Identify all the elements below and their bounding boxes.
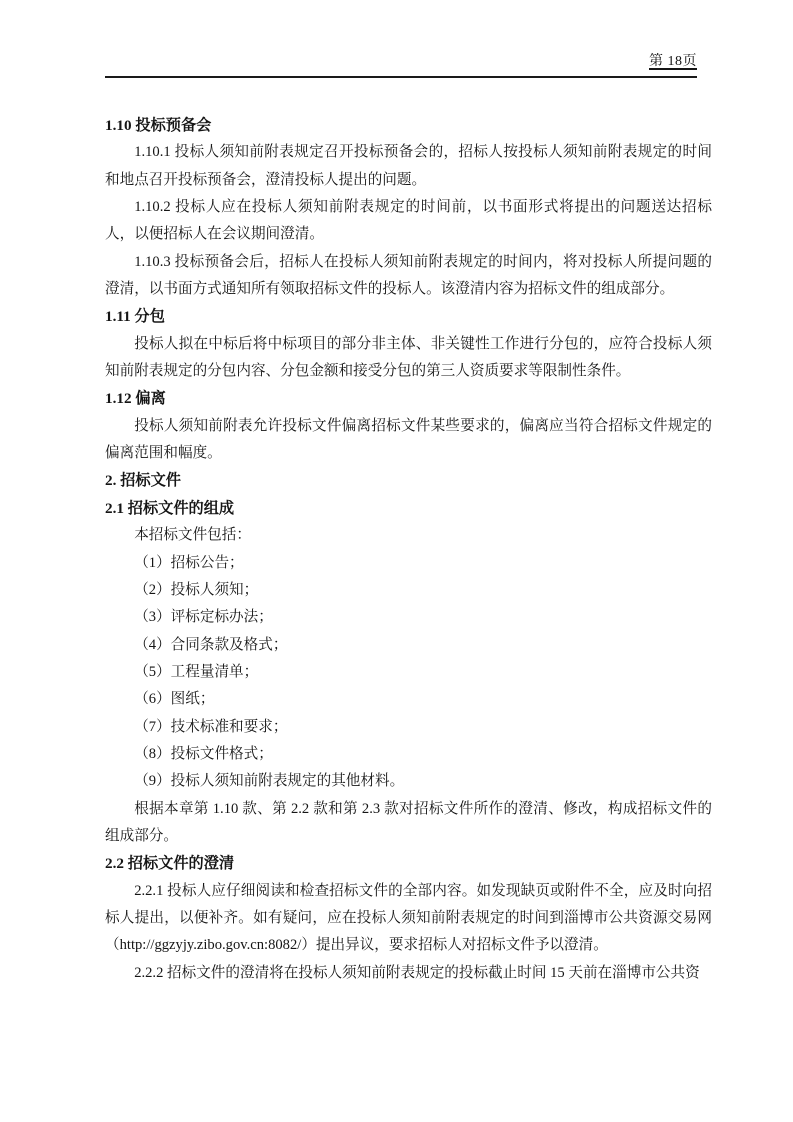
paragraph: （9）投标人须知前附表规定的其他材料。	[134, 773, 405, 790]
section-heading: 1.11 分包	[105, 308, 165, 326]
section-heading: 2. 招标文件	[105, 472, 181, 490]
paragraph: 2.2.1 投标人应仔细阅读和检查招标文件的全部内容。如发现缺页或附件不全，应及时向招标人提出，以便补齐。如有疑问，应在投标人须知前附表规定的时间到淄博市公共资源交易网（http://ggzyjy.zibo.gov.cn:8082/）提出异议，要求招标人对招标文件予以澄清。	[105, 882, 712, 954]
paragraph: 投标人拟在中标后将中标项目的部分非主体、非关键性工作进行分包的，应符合投标人须知前附表规定的分包内容、分包金额和接受分包的第三人资质要求等限制性条件。	[105, 335, 712, 380]
paragraph: 1.10.2 投标人应在投标人须知前附表规定的时间前，以书面形式将提出的问题送达招标人，以便招标人在会议期间澄清。	[105, 199, 712, 243]
paragraph: 1.10.3 投标预备会后，招标人在投标人须知前附表规定的时间内，将对投标人所提问题的澄清，以书面方式通知所有领取招标文件的投标人。该澄清内容为招标文件的组成部分。	[105, 253, 712, 298]
paragraph: 2.2.2 招标文件的澄清将在投标人须知前附表规定的投标截止时间 15 天前在淄博市公共资	[134, 964, 700, 981]
paragraph: （3）评标定标办法；	[134, 609, 273, 626]
paragraph: 根据本章第 1.10 款、第 2.2 款和第 2.3 款对招标文件所作的澄清、修改，构成招标文件的组成部分。	[105, 800, 712, 844]
paragraph: （6）图纸；	[134, 691, 215, 708]
document-body	[105, 112, 712, 987]
section-heading: 1.10 投标预备会	[105, 117, 212, 134]
paragraph: 本招标文件包括：	[134, 527, 251, 544]
page-number: 第 18页	[649, 54, 697, 69]
page-header	[105, 52, 697, 78]
paragraph: 投标人须知前附表允许投标文件偏离招标文件某些要求的，偏离应当符合招标文件规定的偏离范围和幅度。	[105, 417, 712, 462]
paragraph: （4）合同条款及格式；	[134, 636, 288, 653]
section-heading: 1.12 偏离	[105, 390, 166, 408]
paragraph: 1.10.1 投标人须知前附表规定召开投标预备会的，招标人按投标人须知前附表规定的时间和地点召开投标预备会，澄清投标人提出的问题。	[105, 144, 712, 188]
paragraph: （1）招标公告；	[134, 554, 244, 571]
paragraph: （5）工程量清单；	[134, 663, 259, 680]
paragraph: （8）投标文件格式；	[134, 745, 273, 762]
section-heading: 2.1 招标文件的组成	[105, 499, 235, 517]
section-heading: 2.2 招标文件的澄清	[105, 855, 235, 873]
paragraph: （2）投标人须知；	[134, 581, 259, 598]
paragraph: （7）技术标准和要求；	[134, 718, 288, 735]
